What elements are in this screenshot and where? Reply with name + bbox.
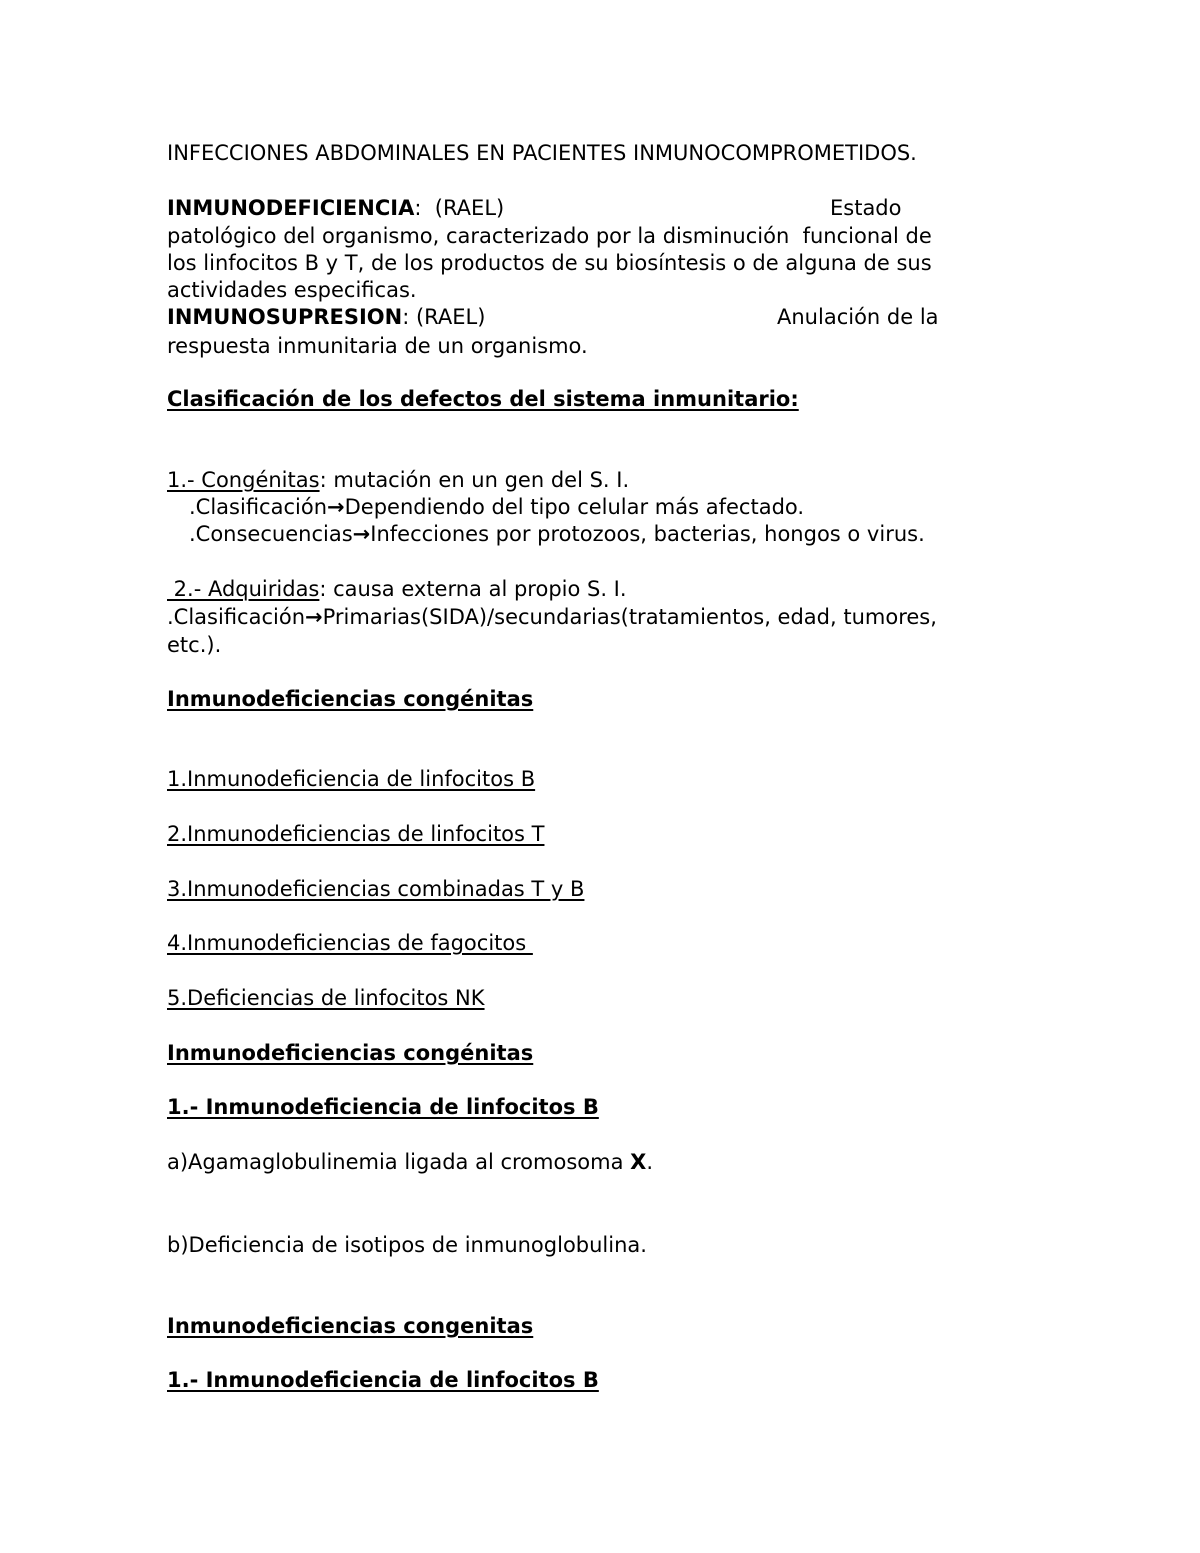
term-inmunodeficiencia: INMUNODEFICIENCIA bbox=[167, 196, 415, 220]
section-heading-congenitas: Inmunodeficiencias congénitas bbox=[167, 687, 534, 711]
list-item: 1.Inmunodeficiencia de linfocitos B bbox=[167, 767, 536, 791]
list-item: 4.Inmunodeficiencias de fagocitos bbox=[167, 931, 533, 955]
subsection-heading-linfocitos-b: 1.- Inmunodeficiencia de linfocitos B bbox=[167, 1095, 599, 1119]
list-item: 5.Deficiencias de linfocitos NK bbox=[167, 986, 485, 1010]
subsection-heading-linfocitos-b: 1.- Inmunodeficiencia de linfocitos B bbox=[167, 1368, 599, 1392]
congenitas-consecuencias: .Consecuencias→Infecciones por protozoos, bacterias, hongos o virus. bbox=[189, 522, 925, 546]
term-inmunosupresion: INMUNOSUPRESION bbox=[167, 305, 403, 329]
item-deficiencia-isotipos: b)Deficiencia de isotipos de inmunoglobulina. bbox=[167, 1233, 647, 1257]
arrow-icon: → bbox=[352, 522, 371, 546]
adquiridas-line: 2.- Adquiridas: causa externa al propio S. I. bbox=[167, 577, 627, 601]
source-rael: : (RAEL) bbox=[414, 196, 505, 220]
arrow-icon: → bbox=[327, 495, 345, 519]
def-inmunosupresion-line: respuesta inmunitaria de un organismo. bbox=[167, 334, 588, 358]
def-inmunosupresion-head bbox=[167, 303, 485, 331]
section-heading-congenitas: Inmunodeficiencias congenitas bbox=[167, 1314, 534, 1338]
section-heading-congenitas: Inmunodeficiencias congénitas bbox=[167, 1041, 534, 1065]
source-rael: : (RAEL) bbox=[402, 305, 486, 329]
adquiridas-label: 2.- Adquiridas bbox=[167, 577, 320, 601]
congenitas-label: 1.- Congénitas bbox=[167, 468, 320, 492]
def-inmunodeficiencia-line: patológico del organismo, caracterizado por la disminución funcional de bbox=[167, 224, 932, 248]
adquiridas-clasificacion-cont: etc.). bbox=[167, 633, 222, 657]
list-item: 2.Inmunodeficiencias de linfocitos T bbox=[167, 822, 545, 846]
def-inmunodeficiencia-head bbox=[167, 194, 504, 222]
section-heading-clasificacion: Clasificación de los defectos del sistema inmunitario: bbox=[167, 387, 799, 411]
def-inmunodeficiencia-tail: Estado bbox=[830, 196, 902, 220]
adquiridas-clasificacion: .Clasificación→Primarias(SIDA)/secundarias(tratamientos, edad, tumores, bbox=[167, 605, 937, 629]
list-item: 3.Inmunodeficiencias combinadas T y B bbox=[167, 877, 585, 901]
def-inmunodeficiencia-line: los linfocitos B y T, de los productos de su biosíntesis o de alguna de sus bbox=[167, 251, 932, 275]
document-title: INFECCIONES ABDOMINALES EN PACIENTES INMUNOCOMPROMETIDOS. bbox=[167, 141, 917, 165]
def-inmunosupresion-tail: Anulación de la bbox=[777, 305, 939, 329]
item-agamaglobulinemia: a)Agamaglobulinemia ligada al cromosoma X. bbox=[167, 1150, 654, 1174]
congenitas-line: 1.- Congénitas: mutación en un gen del S. I. bbox=[167, 468, 630, 492]
congenitas-clasificacion: .Clasificación→Dependiendo del tipo celular más afectado. bbox=[189, 495, 805, 519]
arrow-icon: → bbox=[305, 605, 323, 629]
def-inmunodeficiencia-line: actividades especificas. bbox=[167, 278, 417, 302]
